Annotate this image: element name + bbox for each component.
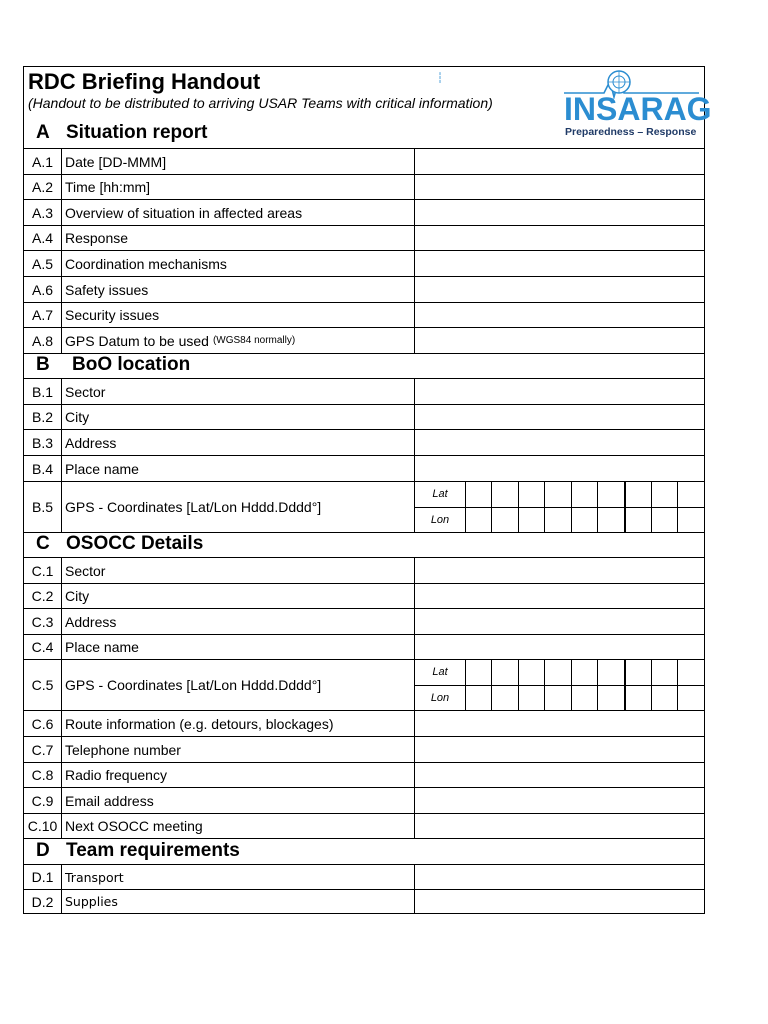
row-label [65,328,415,353]
row-label: Email address [65,792,154,809]
page-title: RDC Briefing Handout [28,69,261,94]
row-id: C.10 [24,814,62,838]
section-d-row [24,838,704,864]
row-label: Address [65,613,117,630]
row-id: A.5 [24,251,62,276]
row-d1 [24,864,704,889]
coordinate-cell[interactable] [465,482,491,532]
lat-label: Lat [432,488,448,500]
row-label: Transport [65,869,124,885]
row-a8 [24,327,704,353]
value-field[interactable] [414,584,704,608]
row-label: Telephone number [65,741,181,758]
value-field[interactable] [414,890,704,913]
value-field[interactable] [414,711,704,736]
row-label-text: GPS Datum to be used [65,332,209,349]
coordinate-cell[interactable] [571,482,597,532]
row-id: B.3 [24,430,62,455]
value-field[interactable] [414,200,704,225]
value-field[interactable] [414,430,704,455]
row-b1 [24,378,704,404]
row-id: C.5 [24,660,62,710]
coordinate-cell[interactable] [465,660,491,710]
row-c2 [24,583,704,608]
row-label: GPS - Coordinates [Lat/Lon Hddd.Dddd°] [65,677,322,693]
row-label: Response [65,230,129,246]
row-id: D.1 [24,865,62,889]
value-field[interactable] [414,788,704,813]
lon-label: Lon [430,514,450,526]
row-c6 [24,710,704,736]
lon-label: Lon [430,692,450,704]
coordinate-cell[interactable] [518,660,544,710]
row-id: A.6 [24,277,62,302]
row-a7 [24,302,704,327]
row-label: Place name [65,460,139,477]
section-letter: C [36,533,50,554]
row-id: B.4 [24,456,62,481]
row-label: Sector [65,562,106,579]
lat-label: Lat [432,666,448,678]
value-field[interactable] [414,456,704,481]
row-label: Security issues [65,307,160,323]
coordinate-grid [414,482,704,532]
blue-mark: ┆ [437,73,444,84]
coordinate-cell[interactable] [491,482,517,532]
row-a5 [24,250,704,276]
row-label: Route information (e.g. detours, blockages) [65,715,334,732]
value-field[interactable] [414,379,704,404]
row-label: Radio frequency [65,767,167,783]
row-id: A.8 [24,328,62,353]
briefing-form [23,66,712,914]
row-label: Sector [65,383,106,400]
row-label: GPS - Coordinates [Lat/Lon Hddd.Dddd°] [65,499,322,515]
row-id: B.1 [24,379,62,404]
row-id: C.8 [24,763,62,787]
coordinate-cell[interactable] [624,482,650,532]
coordinate-cell[interactable] [571,660,597,710]
section-letter: D [36,840,50,861]
row-id: C.2 [24,584,62,608]
value-field[interactable] [414,763,704,787]
row-label: Coordination mechanisms [65,255,227,272]
coordinate-cell[interactable] [544,660,570,710]
row-d2 [24,889,704,913]
row-a4 [24,225,704,250]
value-field[interactable] [414,558,704,583]
row-id: A.2 [24,175,62,199]
coordinate-cell[interactable] [597,660,623,710]
row-id: C.9 [24,788,62,813]
row-a1 [24,148,704,174]
row-label: Time [hh:mm] [65,179,151,195]
coordinate-cell[interactable] [624,660,650,710]
value-field[interactable] [414,635,704,659]
coordinate-grid [414,660,704,710]
row-id: A.3 [24,200,62,225]
row-c5 [24,659,704,710]
coordinate-cell[interactable] [491,660,517,710]
row-c7 [24,736,704,762]
value-field[interactable] [414,609,704,634]
coordinate-cell[interactable] [651,660,677,710]
row-a2 [24,174,704,199]
section-b-row [24,353,704,378]
row-a6 [24,276,704,302]
row-label: Overview of situation in affected areas [65,204,303,221]
coordinate-cell[interactable] [597,482,623,532]
row-c8 [24,762,704,787]
section-c-row [24,532,704,557]
row-id: C.1 [24,558,62,583]
coordinate-cell[interactable] [544,482,570,532]
coordinate-cell[interactable] [518,482,544,532]
section-title: BoO location [72,354,191,375]
value-field[interactable] [414,303,704,327]
row-id: D.2 [24,890,62,913]
value-field[interactable] [414,149,704,174]
row-id: C.6 [24,711,62,736]
row-id: B.5 [24,482,62,532]
row-b3 [24,429,704,455]
row-label: City [65,588,90,604]
section-title: Situation report [66,122,208,143]
section-letter: B [36,354,50,375]
row-c4 [24,634,704,659]
row-c9 [24,787,704,813]
row-id: A.4 [24,226,62,250]
value-field[interactable] [414,251,704,276]
row-label: Safety issues [65,281,149,298]
value-field[interactable] [414,405,704,429]
row-note: (WGS84 normally) [212,335,296,346]
coordinate-cell[interactable] [677,482,703,532]
section-title: OSOCC Details [66,533,204,554]
row-id: B.2 [24,405,62,429]
row-id: C.7 [24,737,62,762]
row-label: Place name [65,639,139,655]
row-id: C.3 [24,609,62,634]
value-field[interactable] [414,814,704,838]
row-label: City [65,409,90,425]
logo-wordmark: INSARAG [564,91,712,127]
row-label: Next OSOCC meeting [65,818,203,834]
value-field[interactable] [414,277,704,302]
logo-tagline: Preparedness – Response [565,126,697,138]
row-id: A.7 [24,303,62,327]
row-id: A.1 [24,149,62,174]
coordinate-cell[interactable] [677,660,703,710]
row-id: C.4 [24,635,62,659]
value-field[interactable] [414,226,704,250]
row-b4 [24,455,704,481]
row-c1 [24,557,704,583]
value-field[interactable] [414,737,704,762]
section-letter: A [36,122,50,143]
row-b2 [24,404,704,429]
value-field[interactable] [414,865,704,889]
row-b5 [24,481,704,532]
coordinate-cell[interactable] [651,482,677,532]
row-c10 [24,813,704,838]
value-field[interactable] [414,175,704,199]
page-subtitle: (Handout to be distributed to arriving USAR Teams with critical information) [28,95,493,111]
row-label: Date [DD-MMM] [65,153,167,170]
insarag-logo [564,69,712,144]
row-label: Address [65,434,117,451]
row-a3 [24,199,704,225]
row-c3 [24,608,704,634]
section-title: Team requirements [66,840,240,861]
value-field[interactable] [414,328,704,353]
row-label: Supplies [65,894,118,909]
